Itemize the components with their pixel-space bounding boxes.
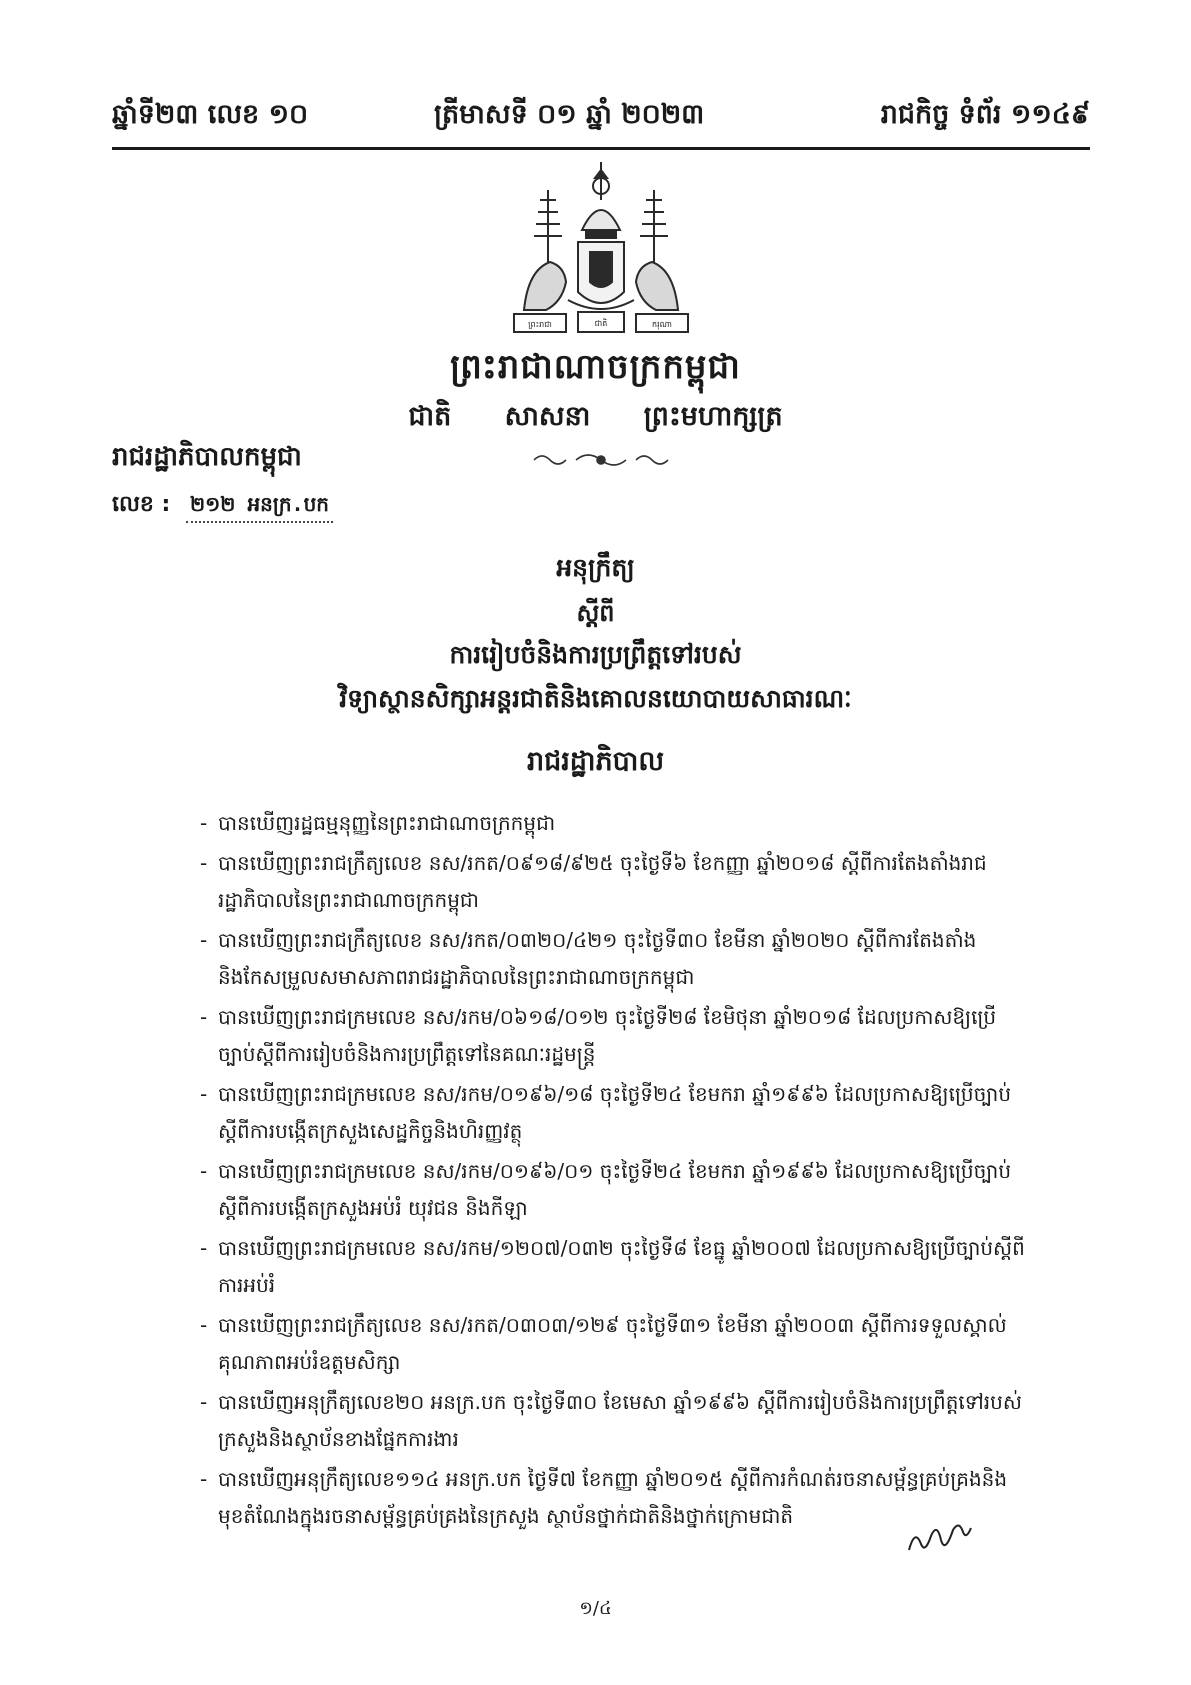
page-number: ១/៤ <box>579 1598 612 1619</box>
recital-text: បានឃើញព្រះរាជក្រមលេខ នស/រកម/១២០៧/០៣២ ចុះថ្ងៃទី៨ ខែធ្នូ ឆ្នាំ២០០៧ ដែលប្រកាសឱ្យប្រើច្បាប់ស្តីពីការអប់រំ <box>218 1236 1025 1297</box>
list-item: - បានឃើញអនុក្រឹត្យលេខ១១៤ អនក្រ.បក ថ្ងៃទី៧ ខែកញ្ញា ឆ្នាំ២០១៥ ស្តីពីការកំណត់រចនាសម្ព័ន្ធគ្រប់គ្រងនិងមុខតំណែងក្នុងរចនាសម្ព័ន្ធគ្រប់គ្រងនៃក្រសួង ស្ថាប័នថ្នាក់ជាតិនិងថ្នាក់ក្រោមជាតិ <box>200 1467 1008 1528</box>
kingdom-title: ព្រះរាជាណាចក្រកម្ពុជា <box>450 347 741 387</box>
decree-regarding: ស្តីពី <box>576 599 615 627</box>
motto-religion: សាសនា <box>504 401 591 432</box>
list-item: - បានឃើញរដ្ឋធម្មនុញ្ញនៃព្រះរាជាណាចក្រកម្ពុជា <box>200 811 556 835</box>
reference-number-line <box>112 490 333 523</box>
recital-text: បានឃើញព្រះរាជក្រឹត្យលេខ នស/រកត/០៣២០/៤២១ ចុះថ្ងៃទី៣០ ខែមីនា ឆ្នាំ២០២០ ស្តីពីការតែងតាំងនិងកែសម្រួលសមាសភាពរាជរដ្ឋាភិបាលនៃព្រះរាជាណាចក្រកម្ពុជា <box>218 928 977 989</box>
emblem-mid-plate: ជាតិ <box>594 319 608 328</box>
recitals-list <box>200 805 1030 1538</box>
reference-label: លេខ : <box>112 492 171 517</box>
reference-number: ២១២ អនក្រ.បក <box>186 491 333 523</box>
handwritten-initials <box>905 1520 975 1560</box>
motto-nation: ជាតិ <box>408 401 452 432</box>
decree-type: អនុក្រឹត្យ <box>556 553 635 582</box>
recital-text: បានឃើញព្រះរាជក្រឹត្យលេខ នស/រកត/០៩១៨/៩២៥ ចុះថ្ងៃទី៦ ខែកញ្ញា ឆ្នាំ២០១៨ ស្តីពីការតែងតាំងរាជរដ្ឋាភិបាលនៃព្រះរាជាណាចក្រកម្ពុជា <box>218 851 987 912</box>
royal-coat-of-arms-icon <box>510 160 692 340</box>
gazette-year-issue: ឆ្នាំទី២៣ លេខ ១០ <box>112 99 309 130</box>
emblem-left-plate: ព្រះរាជា <box>528 320 552 329</box>
recital-text: បានឃើញព្រះរាជក្រមលេខ នស/រកម/០១៩៦/០១ ចុះថ្ងៃទី២៤ ខែមករា ឆ្នាំ១៩៩៦ ដែលប្រកាសឱ្យប្រើច្បាប់ស្តីពីការបង្កើតក្រសួងអប់រំ យុវជន និងកីឡា <box>218 1159 1012 1220</box>
list-item: - បានឃើញព្រះរាជក្រមលេខ នស/រកម/១២០៧/០៣២ ចុះថ្ងៃទី៨ ខែធ្នូ ឆ្នាំ២០០៧ ដែលប្រកាសឱ្យប្រើច្បាប់ស្តីពីការអប់រំ <box>200 1236 1025 1297</box>
issuing-government: រាជរដ្ឋាភិបាលកម្ពុជា <box>112 442 302 472</box>
gazette-page-label: រាជកិច្ច ទំព័រ ១១៤៩ <box>880 99 1090 130</box>
header-rule <box>112 147 1090 150</box>
list-item: - បានឃើញព្រះរាជក្រឹត្យលេខ នស/រកត/០៣២០/៤២១ ចុះថ្ងៃទី៣០ ខែមីនា ឆ្នាំ២០២០ ស្តីពីការតែងតាំងនិងកែសម្រួលសមាសភាពរាជរដ្ឋាភិបាលនៃព្រះរាជាណាចក្រកម្ពុជា <box>200 928 977 989</box>
gazette-header <box>112 92 1090 140</box>
list-item: - បានឃើញព្រះរាជក្រមលេខ នស/រកម/០១៩៦/១៨ ចុះថ្ងៃទី២៤ ខែមករា ឆ្នាំ១៩៩៦ ដែលប្រកាសឱ្យប្រើច្បាប់ស្តីពីការបង្កើតក្រសួងសេដ្ឋកិច្ចនិងហិរញ្ញវត្ថុ <box>200 1082 1012 1143</box>
list-item: - បានឃើញព្រះរាជក្រមលេខ នស/រកម/០៦១៨/០១២ ចុះថ្ងៃទី២៨ ខែមិថុនា ឆ្នាំ២០១៨ ដែលប្រកាសឱ្យប្រើច្បាប់ស្តីពីការរៀបចំនិងការប្រព្រឹត្តទៅនៃគណៈរដ្ឋមន្ត្រី <box>200 1005 997 1066</box>
recital-text: បានឃើញព្រះរាជក្រឹត្យលេខ នស/រកត/០៣០៣/១២៩ ចុះថ្ងៃទី៣១ ខែមីនា ឆ្នាំ២០០៣ ស្តីពីការទទួលស្គាល់គុណភាពអប់រំឧត្តមសិក្សា <box>218 1313 1007 1374</box>
list-item: - បានឃើញអនុក្រឹត្យលេខ២០ អនក្រ.បក ចុះថ្ងៃទី៣០ ខែមេសា ឆ្នាំ១៩៩៦ ស្តីពីការរៀបចំនិងការប្រព្រឹត្តទៅរបស់ក្រសួងនិងស្ថាប័នខាងផ្នែកការងារ <box>200 1390 1022 1451</box>
list-item: - បានឃើញព្រះរាជក្រឹត្យលេខ នស/រកត/០៩១៨/៩២៥ ចុះថ្ងៃទី៦ ខែកញ្ញា ឆ្នាំ២០១៨ ស្តីពីការតែងតាំងរាជរដ្ឋាភិបាលនៃព្រះរាជាណាចក្រកម្ពុជា <box>200 851 987 912</box>
recital-text: បានឃើញព្រះរាជក្រមលេខ នស/រកម/០១៩៦/១៨ ចុះថ្ងៃទី២៤ ខែមករា ឆ្នាំ១៩៩៦ ដែលប្រកាសឱ្យប្រើច្បាប់ស្តីពីការបង្កើតក្រសួងសេដ្ឋកិច្ចនិងហិរញ្ញវត្ថុ <box>218 1082 1012 1143</box>
ornament-divider-icon <box>530 448 672 472</box>
decree-subject-line-2: វិទ្យាស្ថានសិក្សាអន្តរជាតិនិងគោលនយោបាយសាធារណៈ <box>339 684 852 713</box>
list-item: - បានឃើញព្រះរាជក្រមលេខ នស/រកម/០១៩៦/០១ ចុះថ្ងៃទី២៤ ខែមករា ឆ្នាំ១៩៩៦ ដែលប្រកាសឱ្យប្រើច្បាប់ស្តីពីការបង្កើតក្រសួងអប់រំ យុវជន និងកីឡា <box>200 1159 1012 1220</box>
emblem-right-plate: ករុណា <box>652 320 672 329</box>
recital-text: បានឃើញអនុក្រឹត្យលេខ២០ អនក្រ.បក ចុះថ្ងៃទី៣០ ខែមេសា ឆ្នាំ១៩៩៦ ស្តីពីការរៀបចំនិងការប្រព្រឹត្តទៅរបស់ក្រសួងនិងស្ថាប័នខាងផ្នែកការងារ <box>218 1390 1022 1451</box>
list-item: - បានឃើញព្រះរាជក្រឹត្យលេខ នស/រកត/០៣០៣/១២៩ ចុះថ្ងៃទី៣១ ខែមីនា ឆ្នាំ២០០៣ ស្តីពីការទទួលស្គាល់គុណភាពអប់រំឧត្តមសិក្សា <box>200 1313 1007 1374</box>
kingdom-motto <box>0 400 1191 439</box>
recital-text: បានឃើញអនុក្រឹត្យលេខ១១៤ អនក្រ.បក ថ្ងៃទី៧ ខែកញ្ញា ឆ្នាំ២០១៥ ស្តីពីការកំណត់រចនាសម្ព័ន្ធគ្រប់គ្រងនិងមុខតំណែងក្នុងរចនាសម្ព័ន្ធគ្រប់គ្រងនៃក្រសួង ស្ថាប័នថ្នាក់ជាតិនិងថ្នាក់ក្រោមជាតិ <box>218 1467 1008 1528</box>
gazette-date: ត្រីមាសទី ០១ ឆ្នាំ ២០២៣ <box>434 99 705 130</box>
motto-king: ព្រះមហាក្សត្រ <box>643 401 783 432</box>
issuer-heading: រាជរដ្ឋាភិបាល <box>526 746 665 777</box>
recital-text: បានឃើញព្រះរាជក្រមលេខ នស/រកម/០៦១៨/០១២ ចុះថ្ងៃទី២៨ ខែមិថុនា ឆ្នាំ២០១៨ ដែលប្រកាសឱ្យប្រើច្បាប់ស្តីពីការរៀបចំនិងការប្រព្រឹត្តទៅនៃគណៈរដ្ឋមន្ត្រី <box>218 1005 997 1066</box>
decree-subject-line-1: ការរៀបចំនិងការប្រព្រឹត្តទៅរបស់ <box>449 640 742 669</box>
recital-text: បានឃើញរដ្ឋធម្មនុញ្ញនៃព្រះរាជាណាចក្រកម្ពុជា <box>218 811 556 835</box>
